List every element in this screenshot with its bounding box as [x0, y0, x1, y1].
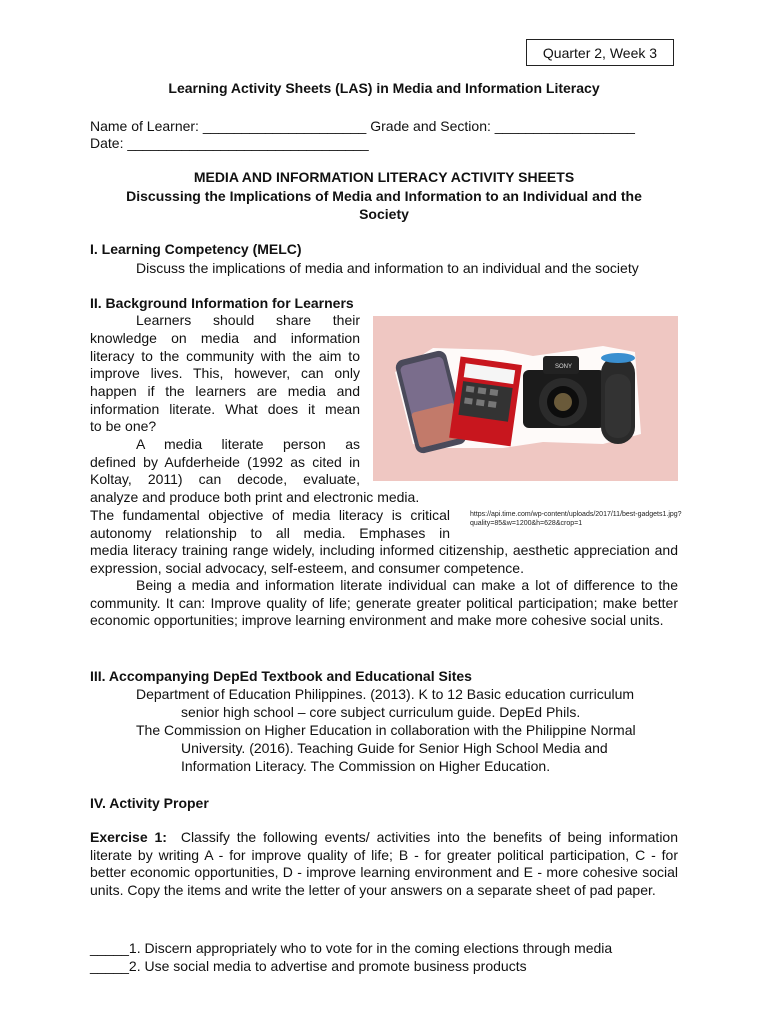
section-2-title: II. Background Information for Learners — [90, 295, 354, 311]
text-line: defined by Aufderheide (1992 as cited in — [90, 454, 360, 470]
exercise-text: Classify the following events/ activities into the benefits of being information literate by writing A - for improve quality of life; B - for greater political participation, C - for better economic opportunities, D - improve learning environment and E - more cohesive social units. Copy the items and write the letter of your answers on a separate sheet of pad paper. — [90, 829, 679, 898]
text-line: analyze and produce both print and electronic media. — [90, 489, 420, 505]
text-line: improve lives. This, however, can only — [90, 365, 360, 381]
reference-2-line-2: University. (2016). Teaching Guide for Senior High School Media and — [181, 740, 608, 756]
reference-1-line-1: Department of Education Philippines. (2013). K to 12 Basic education curriculum — [136, 686, 635, 702]
name-grade-line: Name of Learner: _____________________ Grade and Section: __________________ — [90, 118, 635, 134]
text-line: happen if the learners are media and — [90, 383, 360, 399]
exercise-1-instructions — [90, 829, 678, 899]
main-subheading-cont: Society — [359, 206, 409, 222]
gadgets-illustration — [373, 316, 678, 481]
text-line: knowledge on media and information — [90, 330, 360, 346]
main-heading: MEDIA AND INFORMATION LITERACY ACTIVITY SHEETS — [193, 169, 575, 185]
text-line: to be one? — [90, 418, 157, 434]
text-line: A media literate person as — [136, 436, 360, 452]
section-1-title: I. Learning Competency (MELC) — [90, 241, 302, 257]
text-line: literacy to the community with the aim to — [90, 348, 360, 364]
date-line: Date: _______________________________ — [90, 135, 369, 151]
text-line: autonomy relationship to all media. Emphases in — [90, 525, 450, 541]
section-3-title: III. Accompanying DepEd Textbook and Educational Sites — [90, 668, 472, 684]
text-line: information literate. What does it mean — [90, 401, 360, 417]
background-paragraph-1 — [90, 542, 678, 630]
reference-1-line-2: senior high school – core subject curriculum guide. DepEd Phils. — [181, 704, 581, 720]
gadgets-image — [373, 316, 678, 481]
exercise-item-2: _____2. Use social media to advertise and promote business products — [90, 958, 527, 974]
exercise-item-1: _____1. Discern appropriately who to vote for in the coming elections through media — [90, 940, 613, 956]
exercise-label: Exercise 1: — [90, 829, 167, 845]
reference-2-line-1: The Commission on Higher Education in collaboration with the Philippine Normal — [136, 722, 636, 738]
reference-2-line-3: Information Literacy. The Commission on Higher Education. — [181, 758, 551, 774]
document-title: Learning Activity Sheets (LAS) in Media and Information Literacy — [168, 80, 600, 96]
text-line: Koltay, 2011) can decode, evaluate, — [90, 471, 360, 487]
quarter-week-label: Quarter 2, Week 3 — [526, 39, 674, 66]
image-source-caption: https://api.time.com/wp-content/uploads/2017/11/best-gadgets1.jpg?quality=85&w=1200&h=628&crop=1 — [470, 511, 682, 527]
text-line: Learners should share their — [136, 312, 360, 328]
section-4-title: IV. Activity Proper — [90, 795, 209, 811]
text-line: The fundamental objective of media literacy is critical — [90, 507, 450, 523]
main-subheading: Discussing the Implications of Media and Information to an Individual and the — [126, 188, 642, 204]
paragraph-text: media literacy training range widely, including informed citizenship, aesthetic appreciation and expression, social advocacy, self-esteem, and consumer competence. — [90, 542, 678, 576]
paragraph-text: Being a media and information literate individual can make a lot of difference to the community. It can: Improve quality of life; generate greater political participation; make better economic opportunities; improve learning environment and make more cohesive social units. — [90, 577, 678, 629]
section-1-body: Discuss the implications of media and information to an individual and the society — [136, 260, 639, 276]
camera-brand-text: SONY — [555, 364, 573, 370]
